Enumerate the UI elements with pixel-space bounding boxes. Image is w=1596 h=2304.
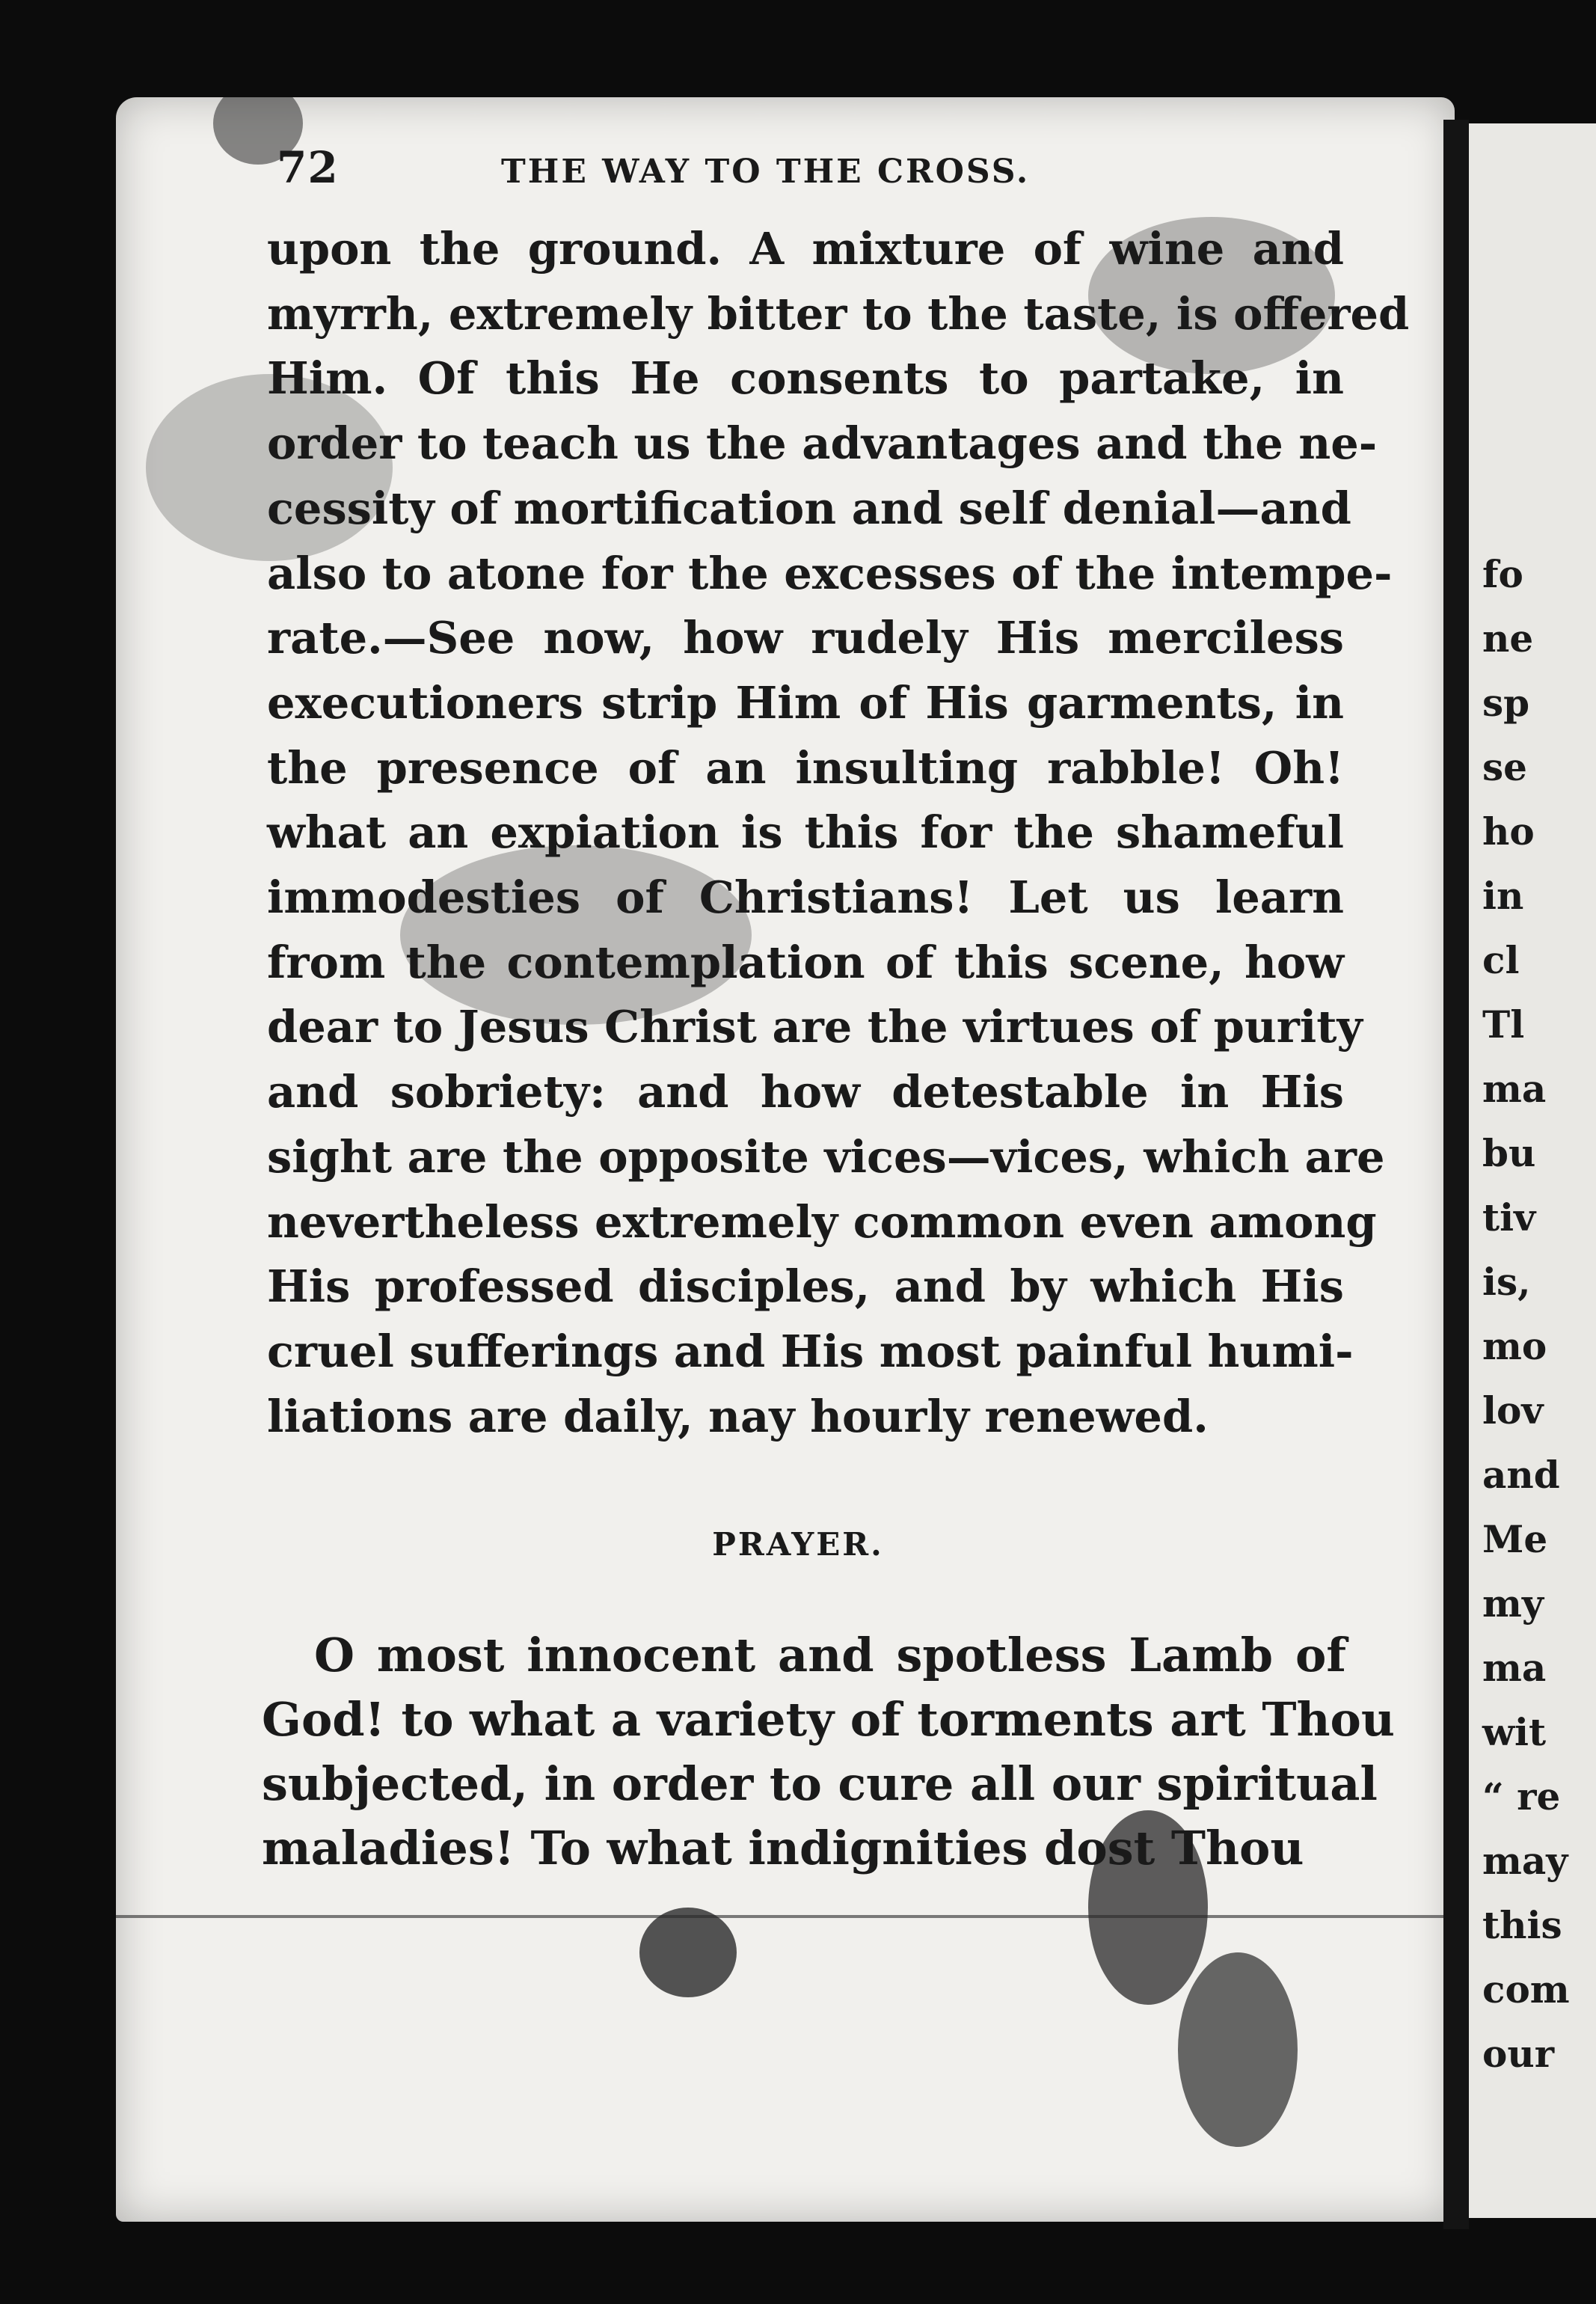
ink-blot (1178, 1952, 1298, 2147)
running-head (0, 142, 1596, 202)
text-line: order to teach us the advantages and the ne- (267, 417, 1378, 470)
ink-blot (639, 1908, 737, 1997)
scan-line (116, 1915, 1455, 1918)
text-line: rate.—See now, how rudely His merciless (267, 612, 1344, 664)
text-line: maladies! To what indignities dost Thou (262, 1821, 1304, 1875)
text-line: the presence of an insulting rabble! Oh! (267, 741, 1344, 794)
facing-page-fragment: lov (1482, 1388, 1544, 1433)
facing-page-fragment: ne (1482, 616, 1534, 661)
text-line: sight are the opposite vices—vices, which are (267, 1130, 1385, 1183)
facing-page-fragment: our (1482, 2032, 1555, 2076)
facing-page-fragment: ma (1482, 1067, 1547, 1111)
facing-page-fragment: Me (1482, 1517, 1548, 1561)
body-paragraph (267, 217, 1410, 1449)
text-line: His professed disciples, and by which His (267, 1260, 1344, 1313)
facing-page-fragment: this (1482, 1903, 1562, 1947)
facing-page-fragment: may (1482, 1839, 1568, 1883)
text-line: upon the ground. A mixture of wine and (267, 223, 1344, 275)
facing-page-fragment: is, (1482, 1260, 1531, 1304)
facing-page (1469, 123, 1596, 2218)
facing-page-fragment: and (1482, 1453, 1560, 1497)
text-line: executioners strip Him of His garments, in (267, 676, 1344, 729)
text-line: God! to what a variety of torments art Thou (262, 1692, 1395, 1747)
text-line: liations are daily, nay hourly renewed. (267, 1390, 1209, 1442)
facing-page-fragment: bu (1482, 1131, 1536, 1175)
text-line: cruel sufferings and His most painful humi- (267, 1325, 1354, 1377)
prayer-heading: PRAYER. (712, 1526, 884, 1563)
facing-page-fragment: my (1482, 1581, 1544, 1626)
facing-page-fragment: mo (1482, 1324, 1547, 1368)
facing-page-fragment: wit (1482, 1710, 1547, 1754)
text-line: dear to Jesus Christ are the virtues of purity (267, 1001, 1363, 1053)
facing-page-fragment: in (1482, 874, 1524, 918)
facing-page-fragment: com (1482, 1967, 1570, 2012)
facing-page-fragment: ma (1482, 1646, 1547, 1690)
page-number: 72 (277, 142, 339, 193)
facing-page-fragment: Tl (1482, 1002, 1525, 1047)
facing-page-fragment: sp (1482, 681, 1530, 725)
book-gutter (1443, 120, 1469, 2229)
prayer-paragraph (262, 1623, 1395, 1881)
facing-page-fragment: se (1482, 745, 1527, 789)
facing-page-fragment: tiv (1482, 1195, 1536, 1240)
text-line: immodesties of Christians! Let us learn (267, 871, 1344, 924)
facing-page-fragment: ho (1482, 809, 1535, 854)
facing-page-text (1482, 542, 1570, 2086)
running-title: THE WAY TO THE CROSS. (501, 153, 1031, 191)
text-line: what an expiation is this for the shameful (267, 806, 1344, 859)
text-line: subjected, in order to cure all our spiritual (262, 1756, 1378, 1811)
text-line: nevertheless extremely common even among (267, 1195, 1377, 1248)
text-line: myrrh, extremely bitter to the taste, is offered (267, 287, 1410, 340)
facing-page-fragment: “ re (1482, 1774, 1561, 1819)
text-line: cessity of mortification and self denial—and (267, 482, 1351, 534)
text-line: also to atone for the excesses of the intempe- (267, 547, 1393, 599)
text-line: and sobriety: and how detestable in His (267, 1066, 1344, 1118)
text-line: O most innocent and spotless Lamb of (314, 1628, 1346, 1682)
text-line: from the contemplation of this scene, how (267, 936, 1344, 988)
facing-page-fragment: fo (1482, 552, 1523, 596)
text-line: Him. Of this He consents to partake, in (267, 352, 1344, 405)
facing-page-fragment: cl (1482, 938, 1520, 982)
